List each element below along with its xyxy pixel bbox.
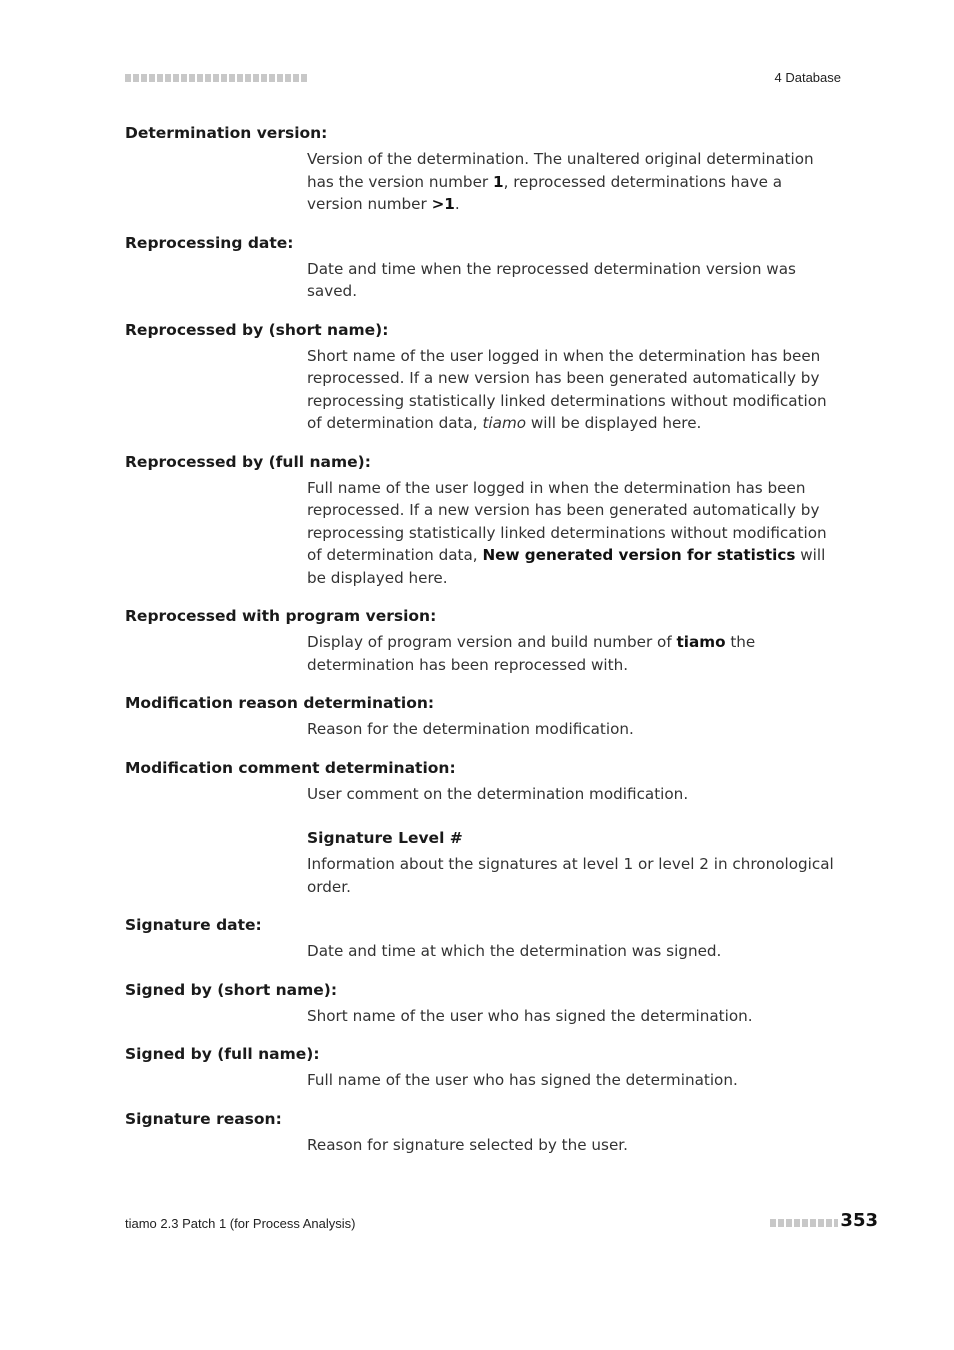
entries-top: [125, 122, 841, 805]
definition-description: [307, 718, 841, 741]
text-segment: .: [454, 195, 460, 213]
definition-description: [307, 477, 841, 590]
text-segment: Reason for signature selected by the user.: [307, 1135, 628, 1154]
page-number: 353: [840, 1210, 878, 1231]
definition-term: Reprocessing date:: [125, 233, 294, 252]
definition-term: Signed by (short name):: [125, 980, 338, 999]
definition-entry-modification-comment-determination: [125, 757, 841, 806]
definition-description: [307, 631, 841, 676]
definition-term: Reprocessed by (full name):: [125, 452, 371, 471]
text-segment: Date and time when the reprocessed determination version was saved.: [307, 259, 796, 300]
definition-description: [307, 783, 841, 806]
definition-description: [307, 1134, 841, 1157]
definition-description: [307, 940, 841, 963]
header-section-title: 4 Database: [774, 70, 841, 85]
footer-product-name: tiamo 2.3 Patch 1 (for Process Analysis): [125, 1216, 356, 1231]
italic-text: tiamo: [482, 414, 527, 432]
signature-level-heading: Signature Level #: [307, 829, 463, 847]
header-decoration: [125, 74, 307, 82]
definition-term: Reprocessed with program version:: [125, 607, 437, 625]
definition-entry-reprocessed-by-full-name: [125, 451, 841, 590]
definition-entry-reprocessed-with-program-version: [125, 605, 841, 676]
definition-term: Signature reason:: [125, 1109, 282, 1128]
definition-entry-reprocessed-by-short-name: [125, 319, 841, 435]
definition-term: Modification comment determination:: [125, 758, 456, 777]
definition-term: Determination version:: [125, 124, 328, 142]
entries-bottom: [125, 914, 841, 1156]
definition-entry-signature-reason: [125, 1108, 841, 1157]
text-segment: Display of program version and build number of: [307, 633, 677, 651]
text-segment: Full name of the user logged in when the determination has been reprocessed. If a new version has been generated automatically by reprocessing statistically linked determinations without modification of determination data,: [307, 478, 827, 564]
definition-entry-signed-by-short-name: [125, 979, 841, 1028]
bold-text: tiamo: [676, 633, 726, 651]
bold-text: 1: [492, 172, 504, 191]
page-footer: [125, 1210, 878, 1236]
definition-term: Signed by (full name):: [125, 1045, 320, 1063]
definition-description: [307, 345, 841, 435]
signature-level-description: Information about the signatures at level 1 or level 2 in chronological order.: [307, 855, 834, 896]
definition-description: [307, 148, 841, 216]
definition-term: Reprocessed by (short name):: [125, 320, 389, 339]
signature-section: [125, 827, 841, 898]
definition-term: Modification reason determination:: [125, 694, 435, 712]
text-segment: Version of the determination. The unaltered original determination has the version number: [307, 150, 814, 191]
footer-decoration: [770, 1219, 838, 1227]
text-segment: the determination has been reprocessed with.: [307, 633, 756, 674]
text-segment: Short name of the user logged in when the determination has been reprocessed. If a new version has been generated automatically by reprocessing statistically linked determinations without modification of determination data,: [307, 346, 827, 432]
text-segment: Short name of the user who has signed the determination.: [307, 1006, 753, 1025]
text-segment: Full name of the user who has signed the determination.: [307, 1071, 738, 1089]
definition-entry-modification-reason-determination: [125, 692, 841, 741]
text-segment: , reprocessed determinations have a version number: [307, 172, 783, 213]
definition-description: [307, 258, 841, 303]
text-segment: User comment on the determination modification.: [307, 784, 689, 803]
text-segment: Reason for the determination modification.: [307, 720, 634, 738]
definition-entry-determination-version: [125, 122, 841, 216]
definition-entry-signature-date: [125, 914, 841, 963]
definition-entry-reprocessing-date: [125, 232, 841, 303]
page-header: [125, 70, 841, 90]
text-segment: Date and time at which the determination was signed.: [307, 942, 722, 960]
page-content: [125, 122, 841, 1172]
definition-description: [307, 1005, 841, 1028]
definition-description: [307, 1069, 841, 1092]
text-segment: will be displayed here.: [526, 414, 702, 432]
definition-term: Signature date:: [125, 916, 262, 934]
bold-text: New generated version for statistics: [482, 546, 796, 564]
text-segment: will be displayed here.: [307, 546, 826, 587]
definition-entry-signed-by-full-name: [125, 1043, 841, 1092]
bold-text: >1: [431, 195, 455, 213]
